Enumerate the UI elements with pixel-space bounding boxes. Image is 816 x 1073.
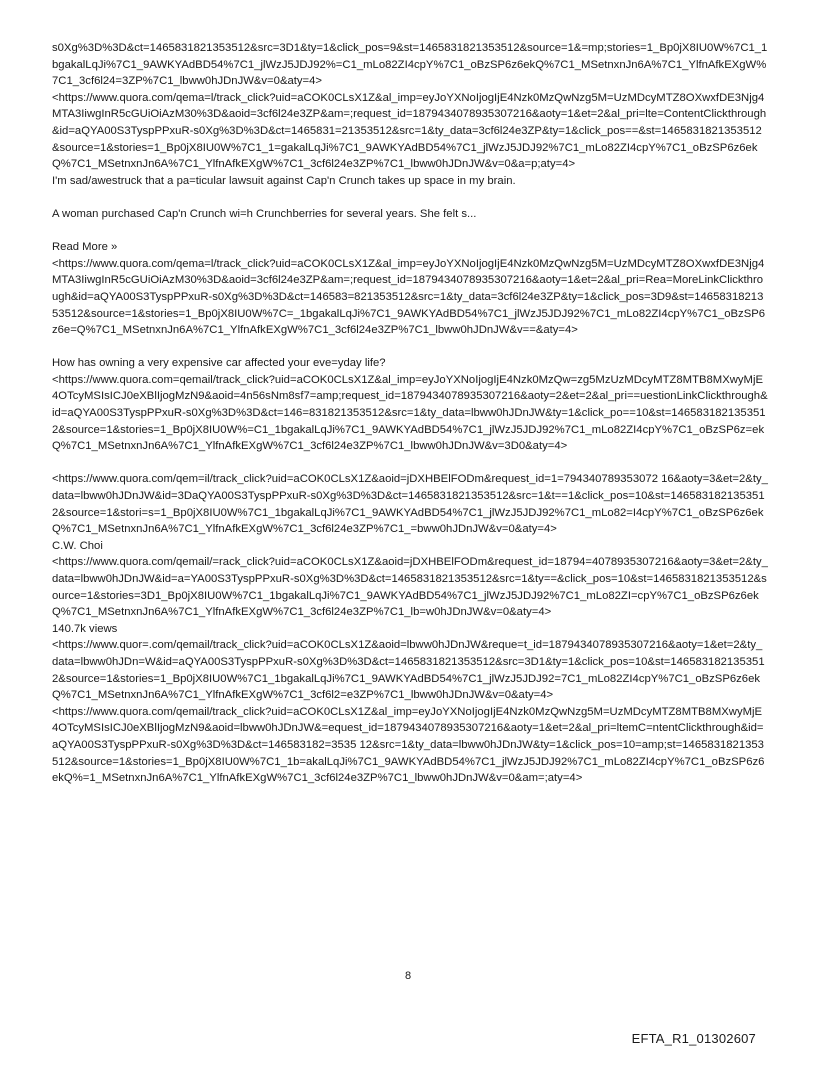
email-body-text: [52, 40, 768, 787]
question-title: How has owning a very expensive car affected your eve=yday life?: [52, 357, 386, 370]
url-fragment: s0Xg%3D%3D&ct=1465831821353512&src=3D1&ty=1&click_pos=9&st=1465831821353512&source=1&=mp;stories=1_Bp0jX8IU0W%7C1_1bgakalLqJi%7C1_9AWKYAdBD54%7C1_jlWzJ5JDJ92%=C1_mLo82ZI4cpY%7C1_oBzSP6z6ekQ%7C1_MSetnxnJn6A%7C1_YlfnAfkEXgW%7C1_3cf6l24=3ZP%7C1_lbww0hJDnJW&v=0&aty=4>: [52, 42, 768, 88]
document-id-stamp: EFTA_R1_01302607: [631, 1031, 756, 1046]
url-link: <https://www.quora.com/qemail/=rack_click?uid=aCOK0CLsX1Z&aoid=jDXHBElFODm&request_id=18794=4078935307216&aoty=3&et=2&ty_data=lbww0hJDnJW&id=a=YA00S3TyspPPxuR-s0Xg%3D%3D&ct=1465831821353512&src=1&ty==&click_pos=10&st=1465831821353512&source=1&stories=3D1_Bp0jX8IU0W%7C1_1bgakalLqJi%7C1_9AWKYAdBD54%7C1_jlWzJ5JDJ92%7C1_mLo82ZI=cpY%7C1_oBzSP6z6ekQ%7C1_MSetnxnJn6A%7C1_YlfnAfkEXgW%7C1_3cf6l24e3ZP%7C1_lb=w0hJDnJW&v=0&aty=4>: [52, 556, 768, 619]
answer-text: A woman purchased Cap'n Crunch wi=h Crunchberries for several years. She felt s...: [52, 207, 477, 220]
url-link: <https://www.quora.com/qem=il/track_click?uid=aCOK0CLsX1Z&aoid=jDXHBElFODm&request_id=1=794340789353072 16&aoty=3&et=2&ty_data=lbww0hJDnJW&id=3DaQYA00S3TyspPPxuR-s0Xg%3D%3D&ct=1465831821353512&src=1&t==1&click_pos=10&st=1465831821353512&source=1&stori=s=1_Bp0jX8IU0W%7C1_1bgakalLqJi%7C1_9AWKYAdBD54%7C1_jlWzJ5JDJ92%7C1_mLo82=I4cpY%7C1_oBzSP6z6ekQ%7C1_MSetnxnJn6A%7C1_YlfnAfkEXgW%7C1_3cf6l24e3ZP%7C1_=bww0hJDnJW&v=0&aty=4>: [52, 473, 768, 536]
page-number: 8: [404, 970, 412, 982]
blank: [52, 223, 768, 240]
blank: [52, 455, 768, 472]
url-link: <https://www.quora.com/qema=l/track_click?uid=aCOK0CLsX1Z&al_imp=eyJoYXNoIjogIjE4Nzk0MzQwNzg5M=UzMDcyMTZ8OXwxfDE3Njg4MTA3IiwgInR5cGUiOiAzM30%3D&aoid=3cf6l24e3ZP&am=;request_id=1879434078935307216&aoty=1&et=2&al_pri=lte=ContentClickthrough&id=aQYA00S3TyspPPxuR-s0Xg%3D%3D&ct=1465831=21353512&src=1&ty_data=3cf6l24e3ZP&ty=1&click_pos==&st=1465831821353512&source=1&stories=1_Bp0jX8IU0W%7C1_1=gakalLqJi%7C1_9AWKYAdBD54%7C1_jlWzJ5JDJ92%7C1_mLo82ZI4cpY%7C1_oBzSP6z6ekQ%7C1_MSetnxnJn6A%7C1_YlfnAfkEXgW%7C1_3cf6l24e3ZP%7C1_lbww0hJDnJW&v=0&a=p;aty=4>: [52, 91, 767, 171]
url-link: <https://www.quor=.com/qemail/track_click?uid=aCOK0CLsX1Z&aoid=lbww0hJDnJW&reque=t_id=1879434078935307216&aoty=1&et=2&ty_data=lbww0hJDn=W&id=aQYA00S3TyspPPxuR-s0Xg%3D%3D&ct=1465831821353512&src=3D1&ty=1&click_pos=10&st=1465831821353512&source=1&stories=1_Bp0jX8IU0W%7C1_1bgakalLqJi%7C1_9AWKYAdBD54%7C1_jlWzJ5JDJ92=7C1_mLo82ZI4cpY%7C1_oBzSP6z6ekQ%7C1_MSetnxnJn6A%7C1_YlfnAfkEXgW%7C1_3cf6l2=e3ZP%7C1_lbww0hJDnJW&v=0&aty=4>: [52, 639, 765, 702]
blank: [52, 189, 768, 206]
author-name: C.W. Choi: [52, 539, 103, 552]
blank: [52, 339, 768, 356]
url-link: <https://www.quora.com/qemail/track_click?uid=aCOK0CLsX1Z&al_imp=eyJoYXNoIjogIjE4Nzk0MzQwNzg5M=UzMDcyMTZ8MTB8MXwyMjE4OTcyMSIsICJ0eXBlIjogMzN9&aoid=lbww0hJDnJW&=equest_id=1879434078935307216&aoty=1&et=2&al_pri=ltemC=ntentClickthrough&id=aQYA00S3TyspPPxuR-s0Xg%3D%3D&ct=146583182=3535 12&src=1&ty_data=lbww0hJDnJW&ty=1&click_pos=10=amp;st=1465831821353512&source=1&stories=1_Bp0jX8IU0W%7C1_1b=akalLqJi%7C1_9AWKYAdBD54%7C1_jlWzJ5JDJ92%7C1_mLo82ZI4cpY%7C1_oBzSP6z6ekQ%=1_MSetnxnJn6A%7C1_YlfnAfkEXgW%7C1_3cf6l24e3ZP%7C1_lbww0hJDnJW&v=0&am=;aty=4>: [52, 705, 765, 785]
url-link: <https://www.quora.com=qemail/track_click?uid=aCOK0CLsX1Z&al_imp=eyJoYXNoIjogIjE4Nzk0MzQw=zg5MzUzMDcyMTZ8MTB8MXwyMjE4OTcyMSIsICJ0eXBlIjogMzN9&aoid=4n56sNm8sf7=amp;request_id=1879434078935307216&aoty=2&et=2&al_pri==uestionLinkClickthrough&id=aQYA00S3TyspPPxuR-s0Xg%3D%3D&ct=146=831821353512&src=1&ty_data=lbww0hJDnJW&ty=1&click_po==10&st=1465831821353512&source=1&stories=1_Bp0jX8IU0W%=C1_1bgakalLqJi%7C1_9AWKYAdBD54%7C1_jlWzJ5JDJ92%7C1_mLo82ZI4cpY%7C1_oBzSP6z=ekQ%7C1_MSetnxnJn6A%7C1_YlfnAfkEXgW%7C1_3cf6l24e3ZP%7C1_lbww0hJDnJW&v=3D0&aty=4>: [52, 373, 768, 453]
url-link: <https://www.quora.com/qema=l/track_click?uid=aCOK0CLsX1Z&al_imp=eyJoYXNoIjogIjE4Nzk0MzQwNzg5M=UzMDcyMTZ8OXwxfDE3Njg4MTA3IiwgInR5cGUiOiAzM30%3D&aoid=3cf6l24e3ZP&am=;request_id=1879434078935307216&aoty=1&et=2&al_pri=Rea=MoreLinkClickthrough&id=aQYA00S3TyspPPxuR-s0Xg%3D%3D&ct=146583=821353512&src=1&ty_data=3cf6l24e3ZP&ty=1&click_pos=3D9&st=1465831821353512&source=1&stories=1_Bp0jX8IU0W%7C=_1bgakalLqJi%7C1_9AWKYAdBD54%7C1_jlWzJ5JDJ92%7C1_mLo82ZI4cpY%7C1_oBzSP6z6e=Q%7C1_MSetnxnJn6A%7C1_YlfnAfkEXgW%7C1_3cf6l24e3ZP%7C1_lbww0hJDnJW&v==&aty=4>: [52, 257, 766, 337]
read-more: Read More »: [52, 241, 118, 254]
answer-text: I'm sad/awestruck that a pa=ticular lawsuit against Cap'n Crunch takes up space in my brain.: [52, 174, 516, 187]
view-count: 140.7k views: [52, 622, 118, 635]
